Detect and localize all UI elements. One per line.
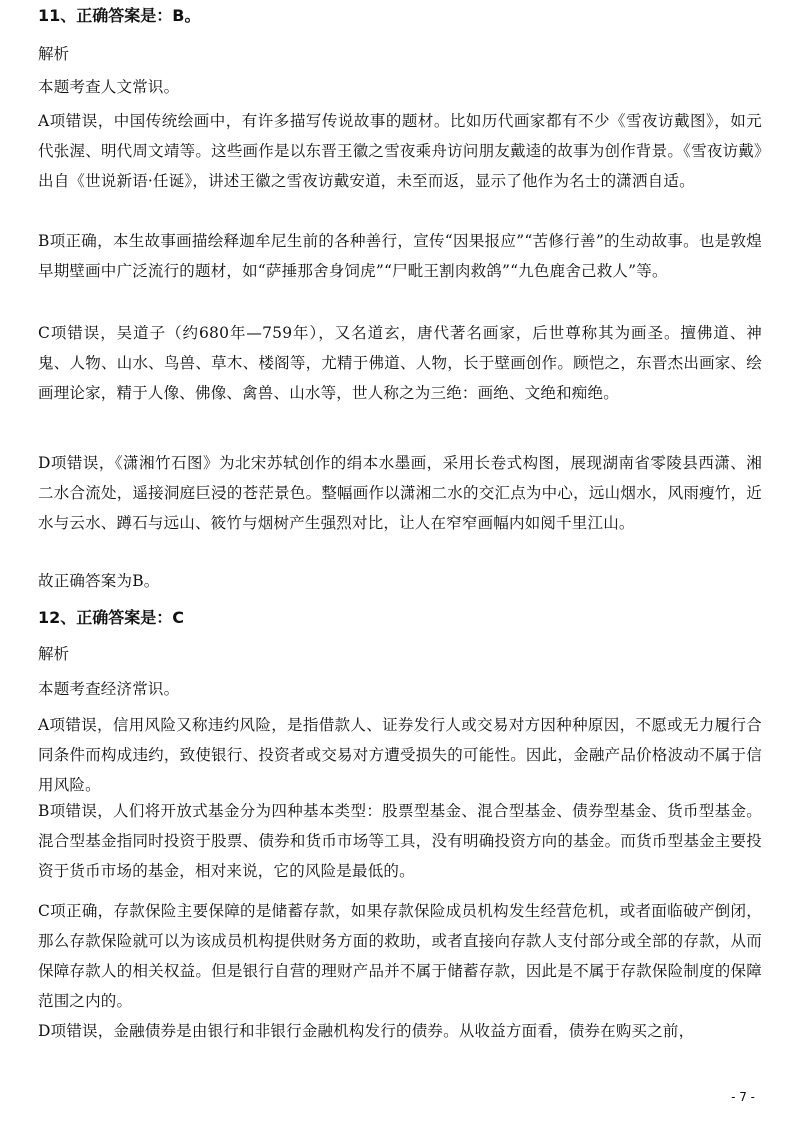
q12-title: 12、正确答案是：C [38, 608, 185, 627]
document-page [38, 0, 762, 1126]
q12-option-b: B项错误，人们将开放式基金分为四种基本类型：股票型基金、混合型基金、债券型基金、货币型基金。混合型基金指同时投资于股票、债券和货币市场等工具，没有明确投资方向的基金。而货币型基金主要投资于货币市场的基金，相对来说，它的风险是最低的。 [38, 802, 762, 880]
q11-title: 11、正确答案是：B。 [38, 6, 201, 25]
q11-intro: 本题考查人文常识。 [38, 78, 180, 96]
page-number: - 7 - [731, 1090, 755, 1104]
q12-option-a: A项错误，信用风险又称违约风险，是指借款人、证券发行人或交易对方因种种原因，不愿或无力履行合同条件而构成违约，致使银行、投资者或交易对方遭受损失的可能性。因此，金融产品价格波动不属于信用风险。 [38, 716, 762, 794]
q11-option-d: D项错误，《潇湘竹石图》为北宋苏轼创作的绢本水墨画，采用长卷式构图，展现湖南省零陵县西潇、湘二水合流处，遥接洞庭巨浸的苍茫景色。整幅画作以潇湘二水的交汇点为中心，远山烟水，风雨瘦竹，近水与云水、蹲石与远山、筱竹与烟树产生强烈对比，让人在窄窄画幅内如阅千里江山。 [38, 454, 762, 532]
q11-option-a: A项错误，中国传统绘画中，有许多描写传说故事的题材。比如历代画家都有不少《雪夜访戴图》，如元代张渥、明代周文靖等。这些画作是以东晋王徽之雪夜乘舟访问朋友戴逵的故事为创作背景。《雪夜访戴》出自《世说新语·任诞》，讲述王徽之雪夜访戴安道，未至而返，显示了他作为名士的潇洒自适。 [38, 112, 762, 190]
q11-conclusion: 故正确答案为B。 [38, 572, 160, 590]
q11-option-c: C项错误，吴道子（约680年—759年），又名道玄，唐代著名画家，后世尊称其为画圣。擅佛道、神鬼、人物、山水、鸟兽、草木、楼阁等，尤精于佛道、人物，长于壁画创作。顾恺之，东晋杰出画家、绘画理论家，精于人像、佛像、禽兽、山水等，世人称之为三绝：画绝、文绝和痴绝。 [38, 324, 762, 402]
q12-intro: 本题考查经济常识。 [38, 680, 180, 698]
q11-analysis-label: 解析 [38, 45, 70, 63]
q11-option-b: B项正确，本生故事画描绘释迦牟尼生前的各种善行，宣传“因果报应”“苦修行善”的生动故事。也是敦煌早期壁画中广泛流行的题材，如“萨捶那舍身饲虎”“尸毗王割肉救鸽”“九色鹿舍己救人”等。 [38, 232, 762, 280]
q12-option-c: C项正确，存款保险主要保障的是储蓄存款，如果存款保险成员机构发生经营危机，或者面临破产倒闭，那么存款保险就可以为该成员机构提供财务方面的救助，或者直接向存款人支付部分或全部的存款，从而保障存款人的相关权益。但是银行自营的理财产品并不属于储蓄存款，因此是不属于存款保险制度的保障范围之内的。 [38, 902, 762, 1010]
q12-option-d: D项错误，金融债券是由银行和非银行金融机构发行的债券。从收益方面看，债券在购买之前， [38, 1022, 695, 1040]
q12-analysis-label: 解析 [38, 645, 70, 663]
